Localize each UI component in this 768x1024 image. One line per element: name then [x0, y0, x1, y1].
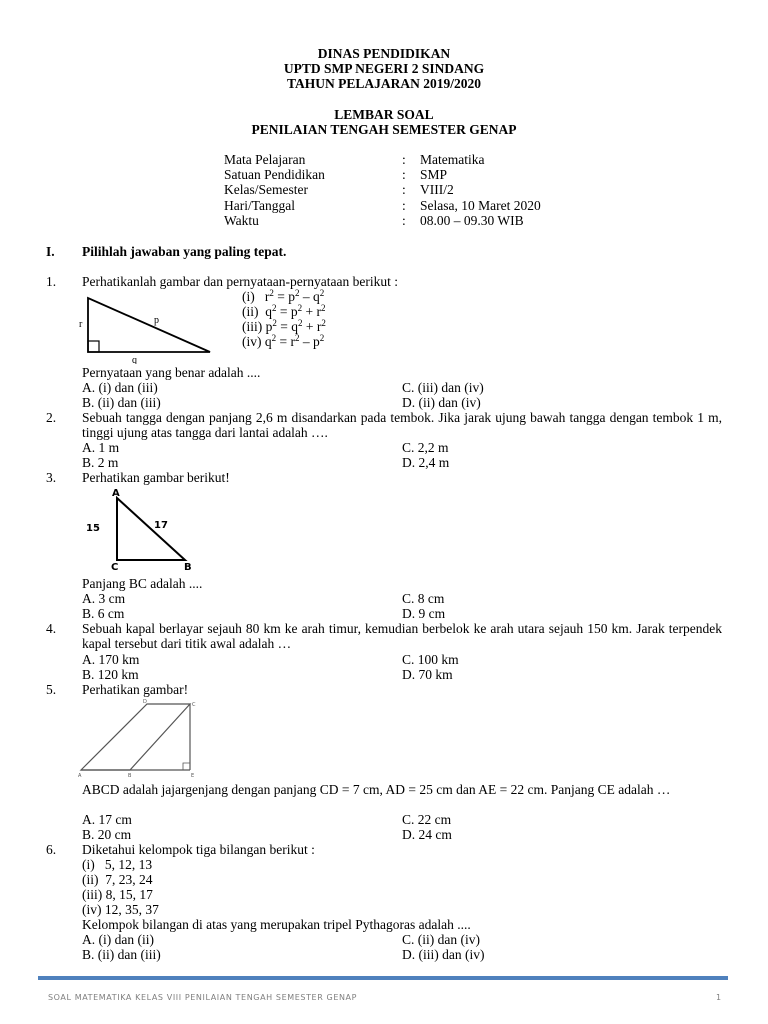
q4-option-a: A. 170 km	[82, 652, 140, 667]
info-colon: :	[402, 152, 406, 167]
q5-number: 5.	[46, 682, 57, 697]
q3-label-b: B	[184, 562, 192, 572]
footer-title: SOAL MATEMATIKA KELAS VIII PENILAIAN TENGAH SEMESTER GENAP	[48, 993, 358, 1002]
q3-number: 3.	[46, 470, 57, 485]
q1-statement-3: (iii) $p^2 = q^2 + r^2$	[242, 318, 326, 334]
q1-statement-2: (ii) $q^2 = p^2 + r^2$	[242, 303, 326, 319]
info-colon: :	[402, 213, 406, 228]
q6-option-a: A. (i) dan (ii)	[82, 932, 154, 947]
q5-option-c: C. 22 cm	[402, 812, 452, 827]
q3-label-side-17: 17	[154, 520, 168, 531]
q6-group-1: (i) 5, 12, 13	[82, 857, 153, 872]
q4-option-c: C. 100 km	[402, 652, 459, 667]
header-sheet-title: LEMBAR SOAL	[334, 107, 434, 122]
q5-prompt: ABCD adalah jajargenjang dengan panjang CD = 7 cm, AD = 25 cm dan AE = 22 cm. Panjang CE adalah …	[82, 782, 671, 797]
q5-text: Perhatikan gambar!	[82, 682, 189, 697]
q3-option-b: B. 6 cm	[82, 606, 125, 621]
q2-text: Sebuah tangga dengan panjang 2,6 m disandarkan pada tembok. Jika jarak ujung bawah tangga dengan tembok 1 m, tinggi ujung atas tangga dari lantai adalah ….	[82, 410, 722, 440]
q3-option-a: A. 3 cm	[82, 591, 126, 606]
q6-prompt: Kelompok bilangan di atas yang merupakan tripel Pythagoras adalah ....	[82, 917, 471, 932]
footer-divider	[38, 976, 728, 980]
q4-number: 4.	[46, 621, 57, 636]
q6-number: 6.	[46, 842, 57, 857]
info-label: Hari/Tanggal	[224, 198, 296, 213]
header-exam-title: PENILAIAN TENGAH SEMESTER GENAP	[251, 122, 517, 137]
q6-option-d: D. (iii) dan (iv)	[402, 947, 485, 962]
q5-right-angle-mark	[183, 763, 190, 770]
q5-label-c: C	[192, 702, 196, 708]
q2-option-d: D. 2,4 m	[402, 455, 450, 470]
page-number: 1	[716, 993, 722, 1002]
q1-option-c: C. (iii) dan (iv)	[402, 380, 484, 395]
q5-option-a: A. 17 cm	[82, 812, 132, 827]
info-label: Waktu	[224, 213, 259, 228]
info-value: 08.00 – 09.30 WIB	[420, 213, 524, 228]
q2-option-a: A. 1 m	[82, 440, 120, 455]
info-value: SMP	[420, 167, 448, 182]
header-school: UPTD SMP NEGERI 2 SINDANG	[283, 61, 485, 76]
q1-right-angle-mark	[88, 341, 99, 352]
info-colon: :	[402, 182, 406, 197]
q6-group-3: (iii) 8, 15, 17	[82, 887, 153, 902]
info-value: Selasa, 10 Maret 2020	[420, 198, 541, 213]
header-year: TAHUN PELAJARAN 2019/2020	[286, 76, 481, 91]
q5-parallelogram	[81, 704, 190, 770]
q1-option-b: B. (ii) dan (iii)	[82, 395, 161, 410]
q5-parallelogram-figure	[76, 698, 206, 780]
q5-label-d: D	[143, 699, 147, 705]
q4-option-b: B. 120 km	[82, 667, 139, 682]
q1-label-r: r	[79, 319, 83, 330]
q5-option-b: B. 20 cm	[82, 827, 132, 842]
q4-option-d: D. 70 km	[402, 667, 453, 682]
q4-text: Sebuah kapal berlayar sejauh 80 km ke arah timur, kemudian berbelok ke arah utara sejauh 150 km. Jarak terpendek kapal tersebut dari titik awal adalah …	[82, 621, 722, 651]
q5-label-b: B	[128, 773, 132, 779]
info-label: Mata Pelajaran	[224, 152, 306, 167]
q3-text: Perhatikan gambar berikut!	[82, 470, 230, 485]
section-number: I.	[46, 244, 55, 259]
q3-option-d: D. 9 cm	[402, 606, 446, 621]
q6-option-b: B. (ii) dan (iii)	[82, 947, 161, 962]
q5-label-a: A	[78, 773, 82, 779]
header-agency: DINAS PENDIDIKAN	[317, 46, 451, 61]
q6-text: Diketahui kelompok tiga bilangan berikut :	[82, 842, 315, 857]
info-value: VIII/2	[420, 182, 454, 197]
q5-label-e: E	[191, 773, 195, 779]
q6-option-c: C. (ii) dan (iv)	[402, 932, 480, 947]
q2-option-c: C. 2,2 m	[402, 440, 449, 455]
q1-prompt: Pernyataan yang benar adalah ....	[82, 365, 261, 380]
q1-triangle	[88, 298, 210, 352]
q3-option-c: C. 8 cm	[402, 591, 445, 606]
q6-group-2: (ii) 7, 23, 24	[82, 872, 153, 887]
q2-option-b: B. 2 m	[82, 455, 119, 470]
q6-group-4: (iv) 12, 35, 37	[82, 902, 159, 917]
q1-text: Perhatikanlah gambar dan pernyataan-pernyataan berikut :	[82, 274, 398, 289]
section-title: Pilihlah jawaban yang paling tepat.	[82, 244, 287, 259]
q1-label-q: q	[132, 355, 137, 364]
info-label: Satuan Pendidikan	[224, 167, 325, 182]
q3-label-c: C	[111, 562, 119, 572]
q3-triangle-figure	[84, 486, 204, 572]
q1-label-p: p	[154, 315, 159, 326]
info-label: Kelas/Semester	[224, 182, 308, 197]
q1-option-a: A. (i) dan (iii)	[82, 380, 158, 395]
q1-option-d: D. (ii) dan (iv)	[402, 395, 481, 410]
q3-label-a: A	[112, 488, 120, 499]
q1-right-triangle-figure	[78, 292, 218, 364]
q3-prompt: Panjang BC adalah ....	[82, 576, 203, 591]
q1-number: 1.	[46, 274, 57, 289]
q2-number: 2.	[46, 410, 57, 425]
info-value: Matematika	[420, 152, 485, 167]
q1-statement-4: (iv) $q^2 = r^2 - p^2$	[242, 333, 325, 349]
q1-statement-1: (i) $r^2 = p^2 - q^2$	[242, 288, 325, 304]
q3-triangle	[117, 498, 185, 560]
q3-label-side-15: 15	[86, 523, 100, 534]
info-colon: :	[402, 198, 406, 213]
info-colon: :	[402, 167, 406, 182]
q5-option-d: D. 24 cm	[402, 827, 452, 842]
